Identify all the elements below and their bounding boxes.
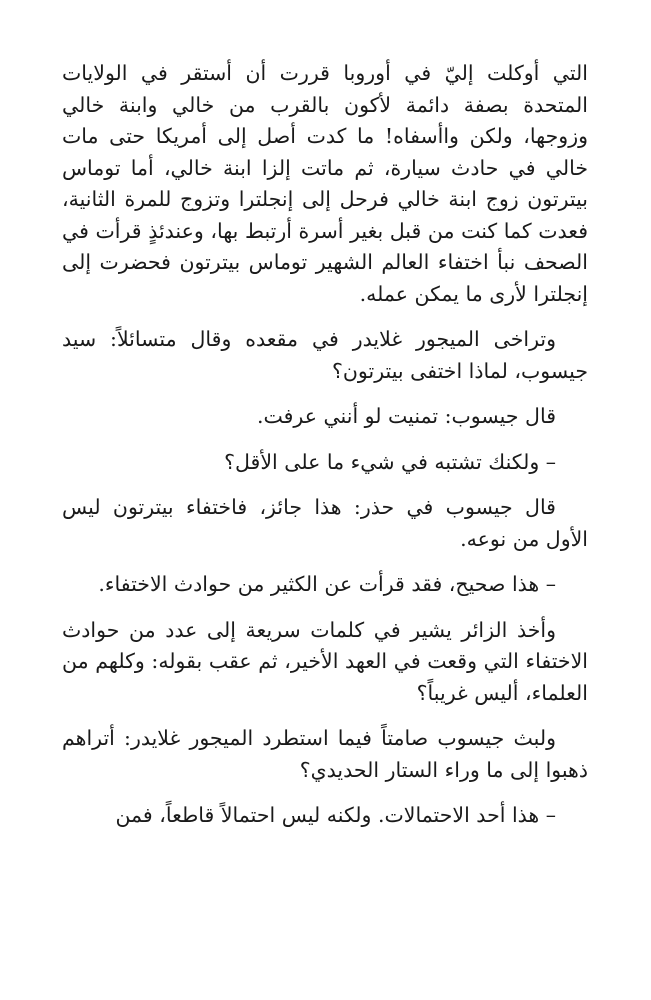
paragraph-narration-arrival: التي أوكلت إليّ في أوروبا قررت أن أستقر في الولايات المتحدة بصفة دائمة لأكون بالقرب من خالي وابنة خالي وزوجها، ولكن واأسفاه! ما كدت أصل إلى أمريكا حتى مات خالي في حادث سيارة، ثم ماتت إلزا ابنة خالي، أما توماس بيترتون زوج ابنة خالي فرحل إلى إنجلترا وتزوج للمرة الثانية، فعدت كما كنت من قبل بغير أسرة أرتبط بها، وعندئذٍ قرأت في الصحف نبأ اختفاء العالم الشهير توماس بيترتون فحضرت إلى إنجلترا لأرى ما يمكن عمله.	[62, 61, 588, 306]
paragraph-glyder-question: وتراخى الميجور غلايدر في مقعده وقال متسائلاً: سيد جيسوب، لماذا اختفى بيترتون؟	[62, 327, 588, 383]
paragraph-jessop-cautious: قال جيسوب في حذر: هذا جائز، فاختفاء بيترتون ليس الأول من نوعه.	[62, 495, 588, 551]
paragraph-dialogue-disappearances: – هذا صحيح، فقد قرأت عن الكثير من حوادث الاختفاء.	[98, 572, 556, 596]
paragraph-visitor-scientists: وأخذ الزائر يشير في كلمات سريعة إلى عدد من حوادث الاختفاء التي وقعت في العهد الأخير، ثم عقب بقوله: وكلهم من العلماء، أليس غريباً؟	[62, 617, 588, 705]
paragraph-possibility: – هذا أحد الاحتمالات. ولكنه ليس احتمالاً قاطعاً، فمن	[115, 803, 556, 827]
paragraph-dialogue-suspicion: – ولكنك تشتبه في شيء ما على الأقل؟	[224, 449, 556, 474]
paragraph-iron-curtain: ولبث جيسوب صامتاً فيما استطرد الميجور غلايدر: أتراهم ذهبوا إلى ما وراء الستار الحديدي؟	[62, 726, 588, 782]
book-page-text	[62, 58, 588, 832]
paragraph-jessop-reply: قال جيسوب: تمنيت لو أنني عرفت.	[256, 404, 556, 428]
